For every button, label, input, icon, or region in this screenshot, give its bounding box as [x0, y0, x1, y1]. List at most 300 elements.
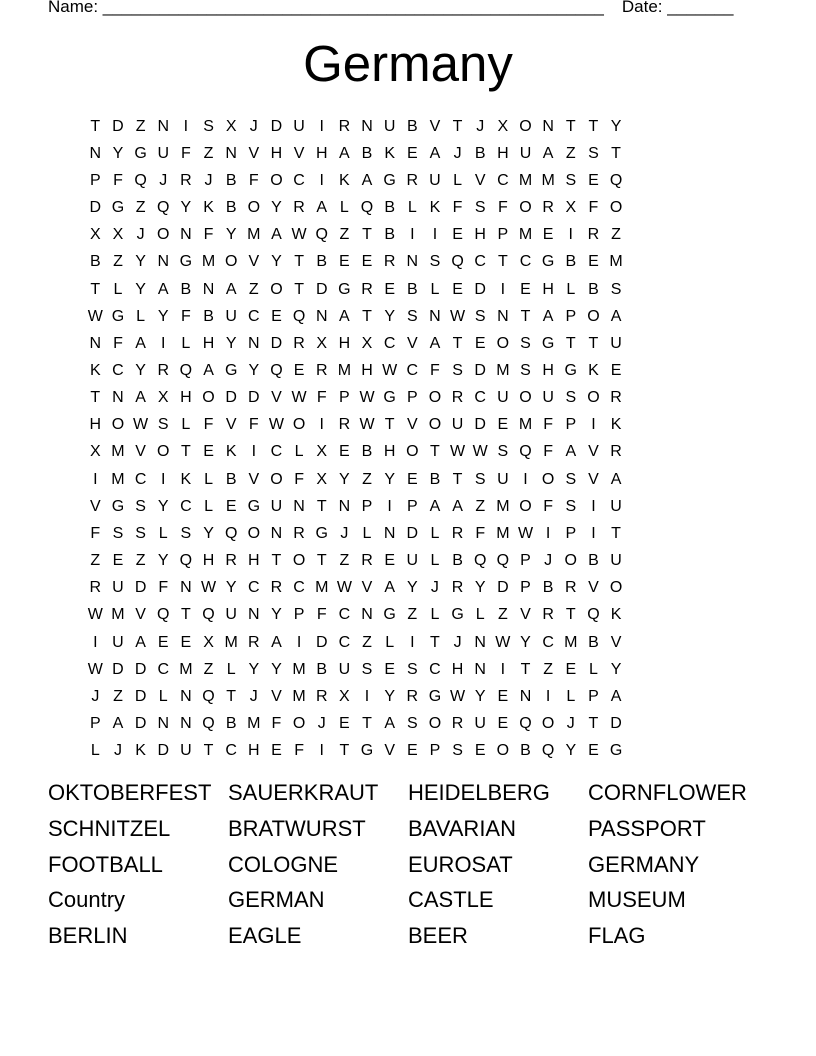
grid-letter: M — [111, 443, 125, 461]
grid-letter: P — [565, 524, 577, 542]
grid-letter: P — [429, 742, 441, 760]
grid-letter: B — [565, 253, 577, 271]
grid-letter: F — [316, 606, 327, 624]
grid-letter: W — [359, 389, 375, 407]
grid-letter: Y — [271, 660, 282, 678]
grid-letter: Y — [112, 144, 124, 162]
grid-letter: V — [271, 687, 282, 705]
grid-letter: L — [136, 307, 146, 325]
grid-letter: A — [135, 334, 146, 352]
grid-letter: M — [247, 715, 261, 733]
grid-letter: R — [89, 579, 102, 597]
grid-row — [84, 575, 627, 602]
grid-letter: A — [339, 144, 350, 162]
grid-letter: M — [496, 361, 510, 379]
grid-letter: E — [157, 633, 169, 651]
grid-letter: B — [588, 552, 599, 570]
grid-letter: A — [135, 389, 146, 407]
grid-letter: F — [203, 226, 214, 244]
grid-letter: B — [520, 742, 531, 760]
grid-letter: W — [382, 361, 398, 379]
grid-letter: V — [610, 633, 622, 651]
grid-letter: E — [497, 715, 509, 733]
grid-letter: F — [90, 524, 101, 542]
grid-letter: L — [566, 280, 576, 298]
grid-letter: T — [565, 606, 576, 624]
grid-letter: A — [271, 633, 282, 651]
grid-row — [84, 194, 627, 221]
grid-letter: K — [180, 470, 192, 488]
word-bank-item: BRATWURST — [228, 815, 366, 841]
grid-letter: V — [225, 416, 237, 434]
grid-letter: D — [225, 389, 237, 407]
grid-letter: K — [339, 171, 350, 189]
grid-letter: T — [384, 416, 395, 434]
grid-letter: A — [452, 497, 463, 515]
grid-letter: Y — [180, 199, 192, 217]
grid-letter: R — [451, 524, 464, 542]
grid-letter: L — [430, 606, 440, 624]
grid-letter: A — [225, 280, 237, 298]
grid-letter: Y — [406, 579, 418, 597]
grid-letter: R — [157, 361, 170, 379]
grid-letter: A — [429, 144, 441, 162]
grid-letter: R — [225, 552, 237, 570]
grid-letter: G — [541, 253, 555, 271]
name-field-label: Name: _____________________________________________________ — [48, 0, 604, 16]
grid-letter: G — [134, 144, 147, 162]
grid-letter: F — [316, 389, 327, 407]
grid-letter: A — [542, 144, 554, 162]
grid-letter: D — [315, 633, 328, 651]
grid-letter: I — [319, 742, 324, 760]
grid-letter: T — [90, 280, 101, 298]
grid-letter: N — [361, 606, 373, 624]
grid-letter: Z — [543, 660, 554, 678]
grid-letter: K — [203, 199, 214, 217]
grid-letter: F — [248, 416, 259, 434]
grid-letter: J — [453, 144, 462, 162]
grid-letter: H — [315, 144, 328, 162]
grid-letter: S — [429, 253, 441, 271]
grid-letter: G — [609, 742, 623, 760]
grid-letter: O — [270, 171, 283, 189]
grid-letter: F — [588, 199, 599, 217]
grid-letter: O — [428, 389, 442, 407]
grid-letter: E — [180, 633, 192, 651]
grid-letter: Y — [135, 253, 146, 271]
grid-letter: E — [452, 280, 463, 298]
grid-letter: O — [587, 307, 600, 325]
grid-letter: C — [338, 606, 351, 624]
grid-letter: E — [610, 361, 622, 379]
grid-letter: Y — [474, 579, 486, 597]
grid-letter: L — [158, 687, 168, 705]
grid-letter: B — [384, 199, 395, 217]
grid-letter: M — [518, 171, 533, 189]
grid-letter: P — [565, 307, 577, 325]
grid-letter: U — [293, 117, 305, 135]
grid-letter: H — [180, 389, 192, 407]
grid-letter: F — [203, 416, 214, 434]
grid-letter: E — [293, 361, 305, 379]
grid-letter: H — [270, 144, 283, 162]
grid-letter: I — [319, 117, 324, 135]
grid-letter: Y — [225, 334, 237, 352]
grid-letter: Z — [362, 470, 372, 488]
word-bank-item: EUROSAT — [408, 851, 513, 877]
grid-letter: V — [248, 470, 260, 488]
grid-letter: L — [430, 280, 440, 298]
grid-letter: X — [89, 226, 101, 244]
grid-letter: Z — [339, 226, 350, 244]
grid-letter: E — [520, 280, 531, 298]
grid-row — [84, 140, 627, 167]
grid-letter: L — [385, 633, 395, 651]
grid-letter: Q — [179, 552, 193, 570]
grid-letter: N — [157, 715, 170, 733]
grid-letter: D — [134, 660, 147, 678]
grid-letter: U — [225, 307, 237, 325]
grid-letter: O — [292, 416, 306, 434]
grid-letter: B — [588, 280, 599, 298]
word-bank-item: CASTLE — [408, 887, 494, 913]
grid-letter: D — [134, 579, 147, 597]
grid-letter: E — [361, 253, 373, 271]
grid-letter: F — [271, 715, 282, 733]
grid-letter: H — [451, 660, 464, 678]
grid-letter: P — [497, 226, 509, 244]
grid-letter: B — [406, 117, 418, 135]
grid-letter: T — [294, 253, 304, 271]
grid-row — [84, 357, 627, 384]
grid-letter: J — [566, 715, 575, 733]
grid-letter: H — [542, 280, 554, 298]
word-bank-item: HEIDELBERG — [408, 780, 550, 805]
grid-letter: S — [203, 117, 214, 135]
grid-letter: W — [450, 687, 466, 705]
grid-letter: S — [565, 470, 577, 488]
grid-letter: D — [270, 334, 283, 352]
grid-row — [84, 493, 627, 520]
grid-letter: Y — [271, 199, 282, 217]
grid-letter: I — [523, 470, 528, 488]
grid-letter: I — [161, 470, 166, 488]
grid-letter: Y — [225, 226, 237, 244]
grid-letter: O — [157, 443, 170, 461]
grid-letter: I — [251, 443, 257, 461]
word-bank-item: FOOTBALL — [48, 851, 163, 877]
grid-letter: L — [181, 334, 191, 352]
grid-letter: K — [610, 416, 622, 434]
grid-letter: E — [339, 253, 350, 271]
grid-letter: D — [112, 660, 124, 678]
grid-letter: Z — [135, 552, 146, 570]
grid-letter: F — [113, 334, 123, 352]
grid-letter: D — [610, 715, 622, 733]
grid-letter: N — [293, 497, 305, 515]
grid-letter: Q — [519, 443, 532, 461]
grid-letter: N — [180, 579, 192, 597]
grid-letter: T — [520, 307, 531, 325]
grid-letter: L — [407, 199, 417, 217]
grid-letter: V — [520, 606, 531, 624]
word-bank — [48, 778, 768, 957]
grid-letter: Z — [135, 199, 146, 217]
grid-letter: U — [429, 171, 441, 189]
grid-letter: H — [89, 416, 102, 434]
grid-letter: T — [90, 117, 101, 135]
grid-letter: B — [384, 226, 395, 244]
grid-letter: J — [476, 117, 485, 135]
grid-letter: I — [591, 524, 596, 542]
grid-letter: C — [293, 579, 305, 597]
grid-letter: E — [452, 226, 463, 244]
grid-letter: C — [474, 389, 486, 407]
grid-letter: C — [248, 579, 260, 597]
grid-letter: G — [383, 606, 396, 624]
grid-letter: A — [135, 633, 146, 651]
grid-letter: I — [93, 633, 98, 651]
grid-letter: X — [89, 443, 101, 461]
grid-letter: I — [364, 687, 370, 705]
grid-letter: J — [340, 524, 349, 542]
grid-letter: T — [565, 334, 576, 352]
grid-letter: A — [316, 199, 328, 217]
grid-letter: D — [112, 117, 124, 135]
grid-letter: U — [383, 117, 396, 135]
grid-letter: N — [180, 226, 192, 244]
grid-letter: N — [180, 687, 192, 705]
grid-letter: Y — [339, 470, 350, 488]
grid-letter: D — [157, 742, 170, 760]
grid-letter: X — [339, 687, 350, 705]
grid-letter: F — [475, 524, 486, 542]
grid-letter: N — [225, 144, 237, 162]
grid-letter: Q — [202, 687, 215, 705]
grid-letter: Z — [475, 497, 486, 515]
grid-letter: R — [315, 361, 328, 379]
grid-letter: S — [474, 199, 486, 217]
grid-letter: O — [609, 199, 623, 217]
grid-letter: M — [315, 579, 329, 597]
grid-letter: N — [248, 606, 260, 624]
grid-letter: V — [406, 416, 418, 434]
grid-letter: A — [384, 715, 395, 733]
grid-row — [84, 710, 627, 737]
grid-letter: I — [319, 171, 324, 189]
grid-letter: V — [89, 497, 101, 515]
grid-letter: T — [180, 606, 191, 624]
grid-letter: R — [610, 443, 622, 461]
grid-letter: C — [519, 253, 532, 271]
grid-letter: A — [361, 171, 373, 189]
grid-letter: A — [610, 307, 622, 325]
grid-row — [84, 385, 627, 412]
grid-letter: Z — [90, 552, 101, 570]
grid-letter: Y — [157, 307, 169, 325]
grid-letter: E — [474, 742, 486, 760]
grid-letter: D — [248, 389, 260, 407]
grid-letter: E — [565, 660, 577, 678]
grid-letter: X — [361, 334, 373, 352]
grid-letter: N — [361, 117, 373, 135]
grid-letter: B — [542, 579, 554, 597]
grid-letter: M — [224, 633, 238, 651]
grid-letter: G — [541, 334, 555, 352]
grid-letter: B — [474, 144, 486, 162]
grid-letter: T — [90, 389, 101, 407]
grid-letter: V — [429, 117, 441, 135]
grid-letter: E — [542, 226, 554, 244]
grid-letter: Z — [113, 253, 123, 271]
grid-letter: E — [588, 171, 599, 189]
grid-letter: R — [451, 389, 464, 407]
grid-letter: P — [520, 552, 531, 570]
grid-letter: Y — [157, 552, 169, 570]
grid-letter: Y — [135, 361, 146, 379]
grid-letter: U — [542, 389, 554, 407]
grid-letter: S — [497, 443, 509, 461]
grid-letter: B — [588, 633, 599, 651]
grid-letter: Y — [271, 606, 282, 624]
grid-letter: P — [89, 715, 101, 733]
grid-letter: Q — [496, 552, 510, 570]
grid-letter: M — [111, 470, 125, 488]
grid-letter: G — [224, 361, 238, 379]
grid-letter: A — [271, 226, 282, 244]
grid-letter: L — [588, 660, 598, 678]
grid-letter: M — [247, 226, 261, 244]
grid-letter: F — [543, 416, 554, 434]
grid-letter: G — [564, 361, 577, 379]
grid-letter: X — [225, 117, 237, 135]
grid-letter: I — [591, 416, 596, 434]
grid-letter: S — [112, 524, 124, 542]
word-bank-item: BERLIN — [48, 923, 128, 949]
grid-letter: R — [338, 117, 351, 135]
grid-letter: S — [520, 361, 531, 379]
grid-letter: S — [452, 361, 463, 379]
grid-letter: W — [291, 226, 307, 244]
grid-letter: T — [497, 253, 508, 271]
grid-letter: C — [338, 633, 351, 651]
grid-letter: N — [474, 660, 486, 678]
grid-letter: Z — [611, 226, 621, 244]
grid-letter: M — [111, 606, 125, 624]
grid-letter: E — [225, 497, 237, 515]
grid-letter: L — [430, 524, 440, 542]
grid-letter: M — [496, 524, 510, 542]
grid-letter: U — [497, 389, 509, 407]
grid-letter: J — [136, 226, 145, 244]
grid-letter: B — [316, 660, 328, 678]
grid-letter: Q — [587, 606, 600, 624]
grid-letter: L — [181, 416, 191, 434]
grid-letter: A — [112, 715, 124, 733]
grid-letter: T — [339, 742, 350, 760]
grid-letter: S — [406, 660, 418, 678]
grid-letter: M — [292, 660, 306, 678]
grid-letter: O — [270, 470, 283, 488]
grid-row — [84, 602, 627, 629]
grid-letter: I — [500, 280, 506, 298]
grid-letter: S — [474, 470, 486, 488]
grid-letter: N — [89, 334, 102, 352]
grid-letter: R — [406, 687, 419, 705]
grid-letter: T — [611, 524, 621, 542]
grid-row — [84, 249, 627, 276]
grid-letter: U — [270, 497, 283, 515]
grid-letter: N — [112, 389, 124, 407]
grid-letter: Y — [565, 742, 577, 760]
grid-letter: U — [474, 715, 486, 733]
grid-letter: E — [406, 742, 418, 760]
grid-letter: N — [157, 117, 170, 135]
grid-letter: S — [565, 389, 577, 407]
grid-letter: O — [406, 443, 419, 461]
grid-letter: C — [134, 470, 147, 488]
grid-row — [84, 113, 627, 140]
grid-letter: Q — [134, 171, 147, 189]
grid-letter: C — [248, 307, 260, 325]
grid-row — [84, 439, 627, 466]
grid-letter: O — [564, 552, 577, 570]
word-bank-item: EAGLE — [228, 923, 302, 949]
grid-letter: Y — [225, 579, 237, 597]
grid-letter: V — [474, 171, 486, 189]
grid-letter: Z — [407, 606, 418, 624]
grid-letter: T — [203, 742, 214, 760]
grid-letter: I — [161, 334, 166, 352]
word-bank-item: GERMANY — [588, 851, 700, 877]
grid-letter: L — [158, 524, 168, 542]
grid-letter: Y — [384, 470, 395, 488]
grid-letter: W — [450, 307, 466, 325]
grid-letter: S — [406, 715, 418, 733]
grid-letter: N — [315, 307, 328, 325]
grid-letter: Q — [157, 606, 170, 624]
grid-letter: N — [202, 280, 215, 298]
word-bank-item: Country — [48, 887, 126, 913]
grid-letter: A — [157, 280, 169, 298]
grid-letter: N — [157, 253, 170, 271]
grid-letter: W — [495, 633, 511, 651]
grid-letter: N — [519, 687, 532, 705]
grid-letter: O — [111, 416, 125, 434]
grid-letter: F — [180, 307, 191, 325]
grid-letter: O — [292, 552, 306, 570]
grid-letter: F — [158, 579, 169, 597]
grid-letter: R — [361, 552, 373, 570]
grid-letter: Q — [519, 715, 532, 733]
grid-letter: T — [271, 552, 282, 570]
word-bank-item: SCHNITZEL — [48, 815, 171, 841]
grid-letter: T — [430, 443, 440, 461]
grid-letter: P — [588, 687, 599, 705]
grid-letter: F — [452, 199, 463, 217]
grid-letter: W — [133, 416, 149, 434]
grid-letter: N — [180, 715, 192, 733]
grid-letter: C — [474, 253, 486, 271]
grid-letter: V — [361, 579, 373, 597]
grid-letter: V — [588, 443, 599, 461]
grid-letter: R — [542, 606, 554, 624]
grid-letter: J — [204, 171, 213, 189]
grid-letter: Y — [271, 253, 282, 271]
grid-letter: V — [248, 144, 260, 162]
grid-letter: T — [180, 443, 191, 461]
